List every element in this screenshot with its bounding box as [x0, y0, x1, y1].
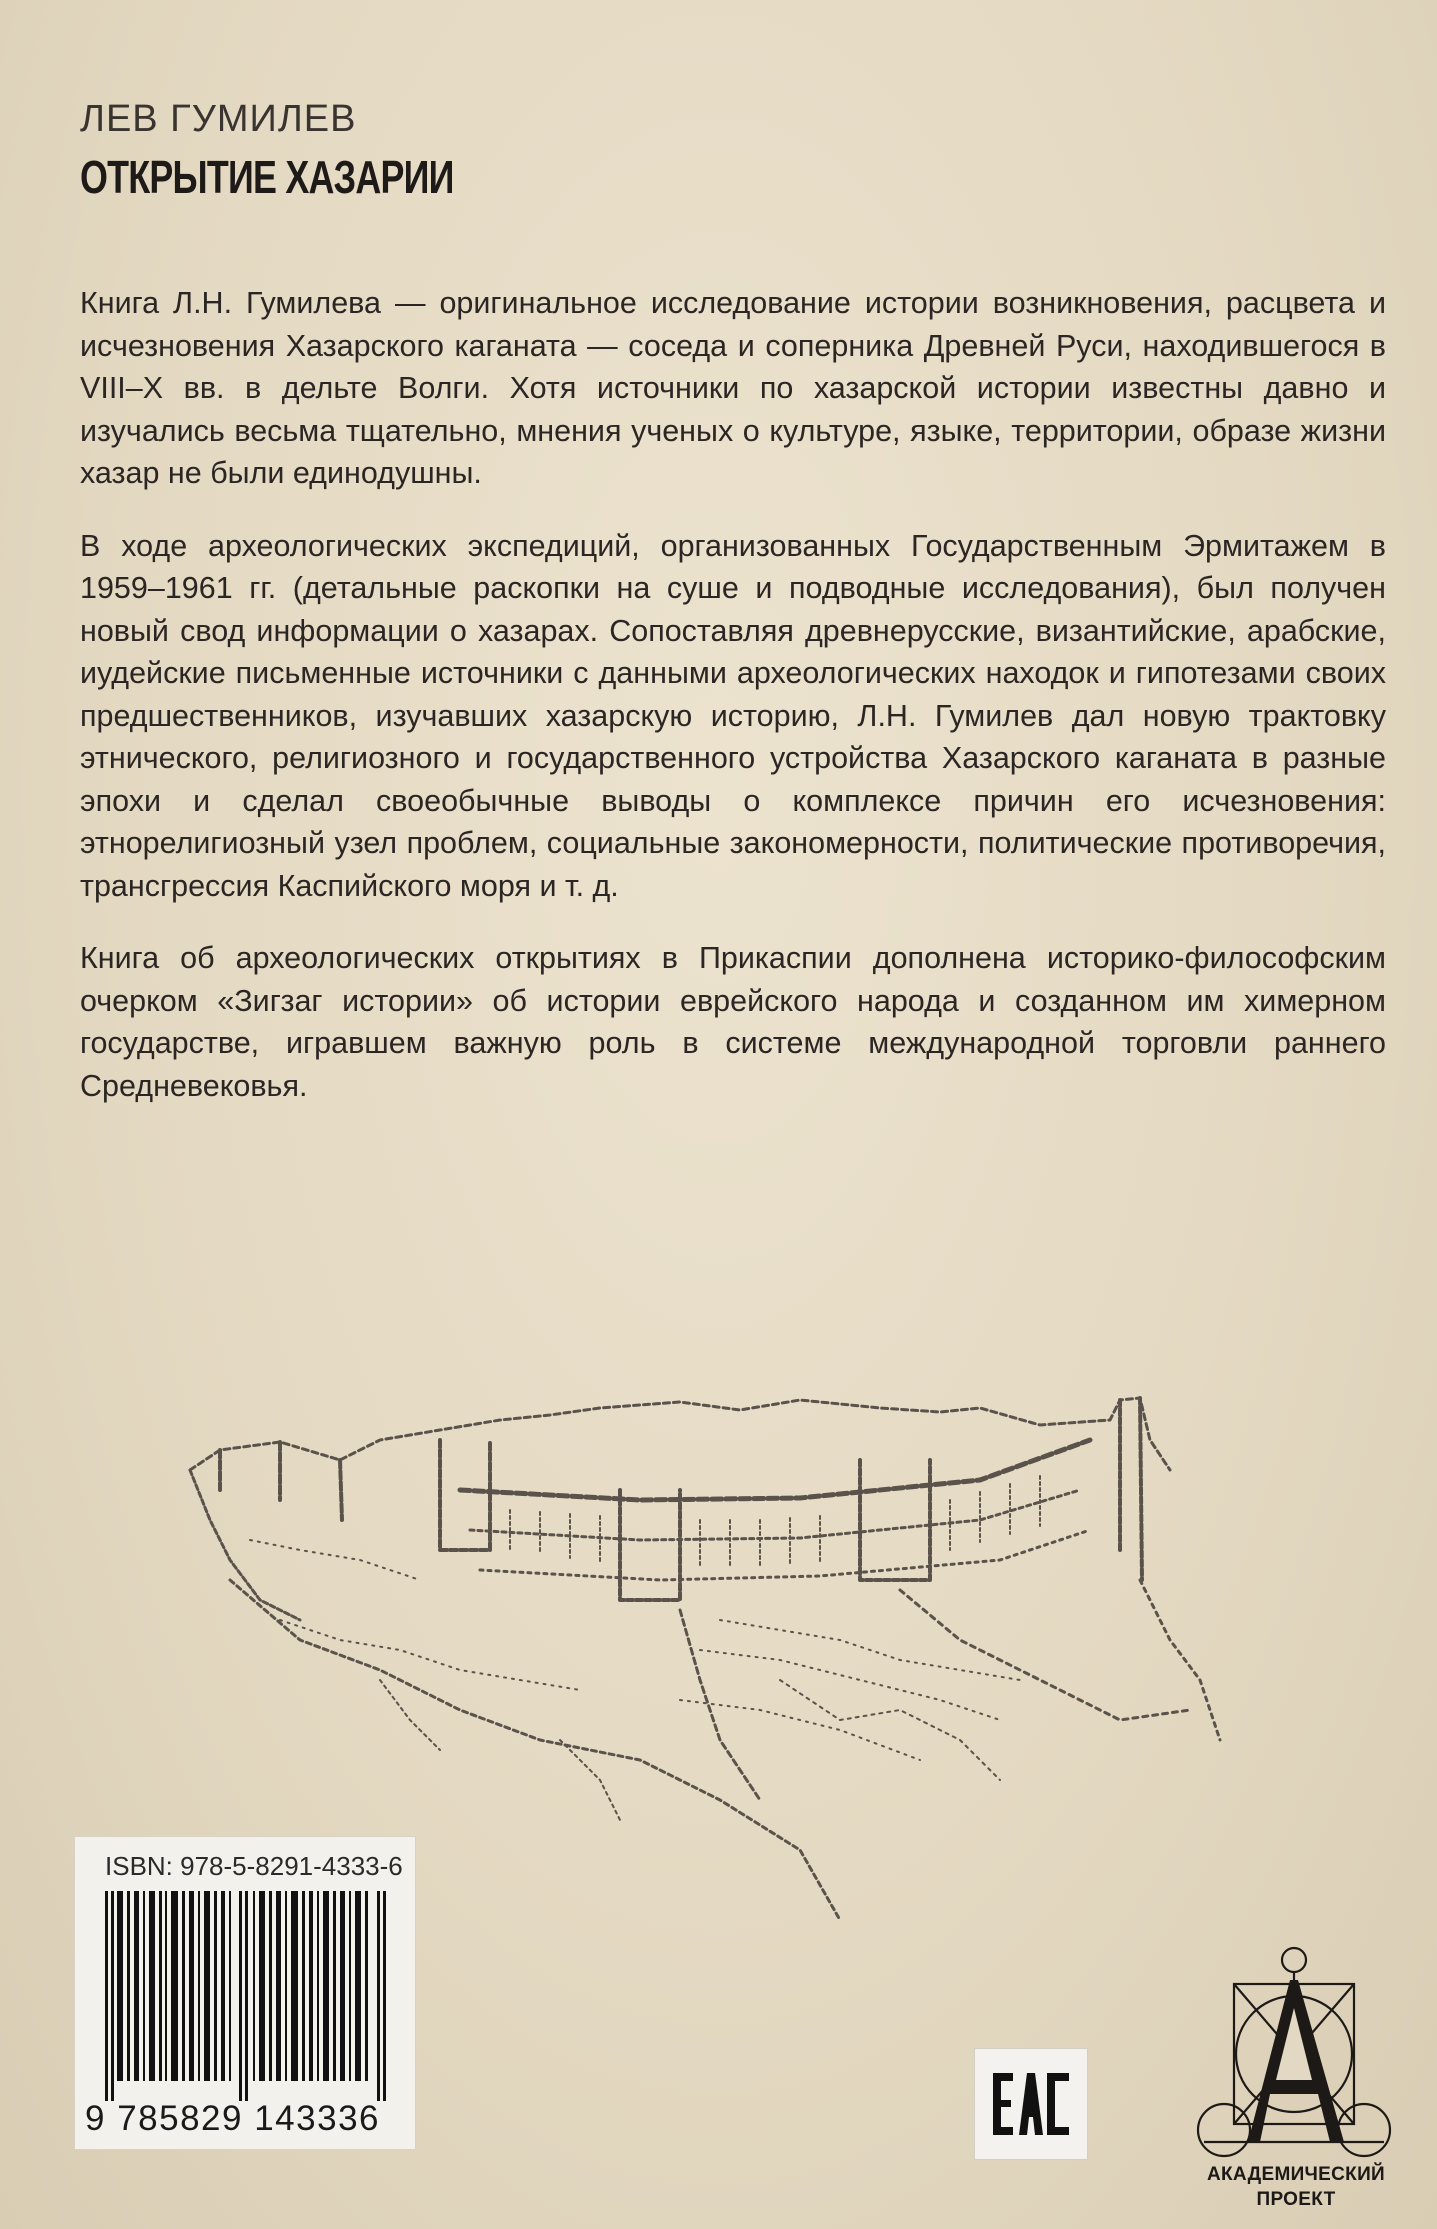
isbn-label: ISBN: 978-5-8291-4333-6 [105, 1851, 403, 1881]
book-title: ОТКРЫТИЕ ХАЗАРИИ [80, 151, 454, 203]
publisher-name-line-2: ПРОЕКТ [1256, 2189, 1336, 2210]
publisher-name-line-1: АКАДЕМИЧЕСКИЙ [1207, 2164, 1385, 2185]
barcode-bars [101, 1891, 391, 2101]
annotation-paragraph-1: Книга Л.Н. Гумилева — оригинальное исследование истории возникновения, расцвета и исчезновения Хазарского каганата — соседа и соперника Древней Руси, находившегося в VIII–X вв. в дельте Волги. Хотя источники по хазарской истории известны давно и изучались весьма тщательно, мнения ученых о культуре, языке, территории, образе жизни хазар не были единодушны. [80, 286, 1386, 490]
eac-certification-mark [974, 2048, 1088, 2160]
publisher-logo [1186, 1944, 1406, 2214]
author-name: ЛЕВ ГУМИЛЕВ [80, 98, 357, 140]
barcode-digits: 9 785829 143336 [85, 2099, 380, 2138]
annotation-paragraph-2: В ходе археологических экспедиций, организованных Государственным Эрмитажем в 1959–1961 гг. (детальные раскопки на суше и подводные исследования), был получен новый свод информации о хазарах. Сопоставляя древнерусские, византийские, арабские, иудейские письменные источники с данными археологических находок и гипотезами своих предшественников, изучавших хазарскую историю, Л.Н. Гумилев дал новую трактовку этнического, религиозного и государственного устройства Хазарского каганата в разные эпохи и сделал своеобычные выводы о комплексе причин его исчезновения: этнорелигиозный узел проблем, социальные закономерности, политические противоречия, трансгрессия Каспийского моря и т. д. [80, 528, 1386, 903]
publisher-name [1186, 2162, 1406, 2212]
barcode-block [74, 1836, 416, 2150]
annotation-text [80, 282, 1386, 1137]
academic-project-logo-icon [1194, 1944, 1394, 2164]
eac-icon [975, 2049, 1087, 2159]
annotation-paragraph-3: Книга об археологических открытиях в Прикаспии дополнена историко-философским очерком «Зигзаг истории» об истории еврейского народа и созданном им химерном государстве, игравшем важную роль в системе международной торговли раннего Средневековья. [80, 941, 1386, 1103]
